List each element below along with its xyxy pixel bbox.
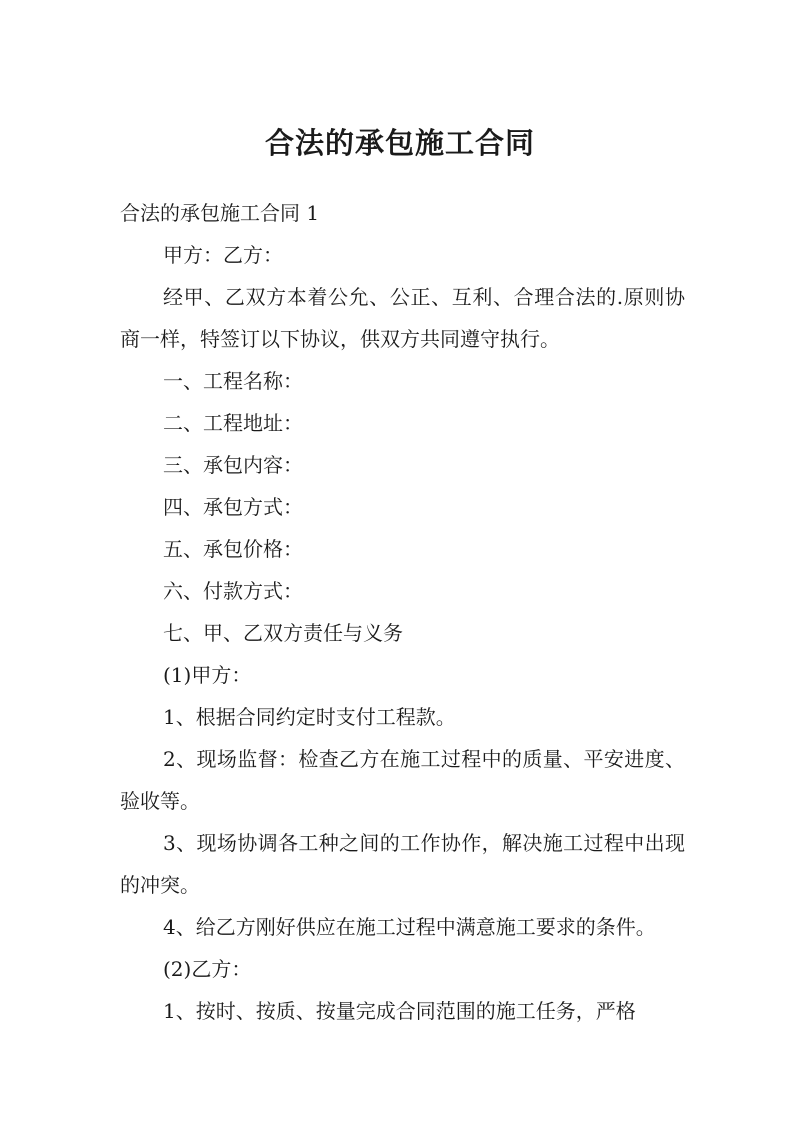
document-body xyxy=(120,192,685,1032)
contract-number-heading: 合法的承包施工合同 1 xyxy=(120,201,320,225)
party-a-heading: (1)甲方： xyxy=(163,663,252,687)
clause-responsibilities: 七、甲、乙双方责任与义务 xyxy=(163,621,403,645)
parties-line: 甲方：乙方： xyxy=(163,243,283,267)
party-a-item-1: 1、根据合同约定时支付工程款。 xyxy=(163,705,456,729)
clause-project-name: 一、工程名称： xyxy=(163,369,303,393)
clause-contract-method: 四、承包方式： xyxy=(163,495,303,519)
party-b-heading: (2)乙方： xyxy=(163,957,252,981)
party-a-item-3: 3、现场协调各工种之间的工作协作，解决施工过程中出现的冲突。 xyxy=(120,831,685,897)
preamble-paragraph: 经甲、乙双方本着公允、公正、互利、合理合法的.原则协商一样，特签订以下协议，供双方共同遵守执行。 xyxy=(120,285,685,351)
party-a-item-4: 4、给乙方刚好供应在施工过程中满意施工要求的条件。 xyxy=(163,915,656,939)
document-title: 合法的承包施工合同 xyxy=(264,126,535,160)
clause-payment-method: 六、付款方式： xyxy=(163,579,303,603)
clause-project-address: 二、工程地址： xyxy=(163,411,303,435)
clause-contract-price: 五、承包价格： xyxy=(163,537,303,561)
party-a-item-2: 2、现场监督：检查乙方在施工过程中的质量、平安进度、验收等。 xyxy=(120,747,685,813)
party-b-item-1: 1、按时、按质、按量完成合同范围的施工任务，严格 xyxy=(163,999,636,1023)
clause-contract-content: 三、承包内容： xyxy=(163,453,303,477)
